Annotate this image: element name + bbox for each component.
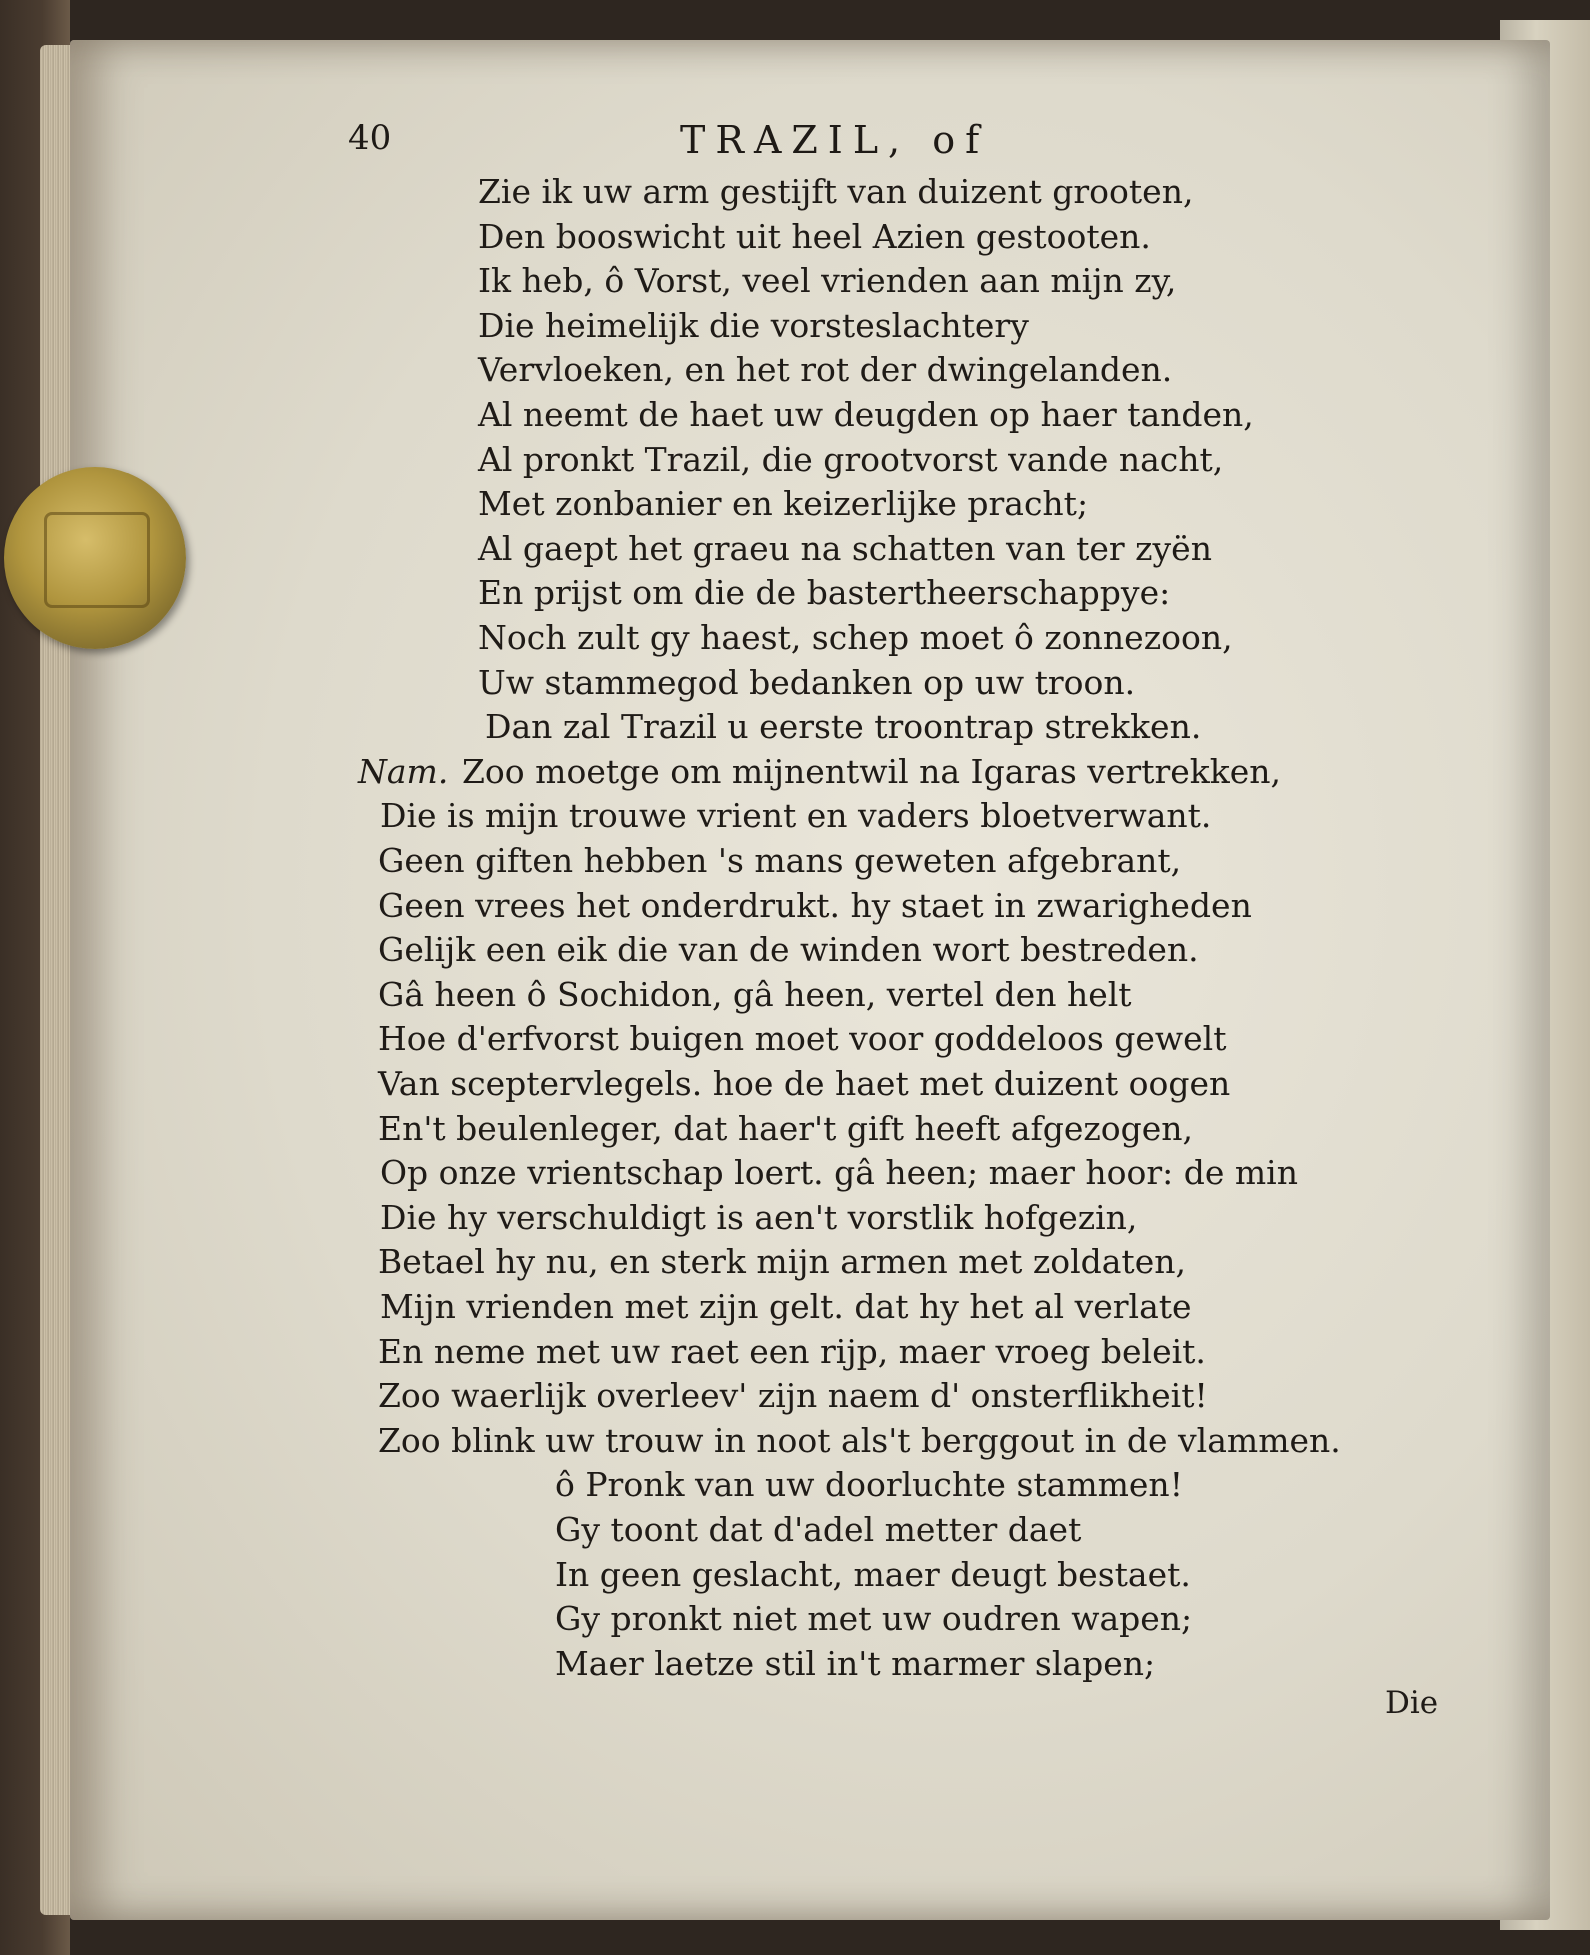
- verse-line: Die hy verschuldigt is aen't vorstlik hofgezin,: [380, 1197, 1138, 1237]
- verse-line: Uw stammegod bedanken op uw troon.: [478, 662, 1136, 702]
- verse-line: Dan zal Trazil u eerste troontrap strekken.: [485, 707, 1202, 747]
- verse-line: Zoo moetge om mijnentwil na Igaras vertrekken,: [462, 751, 1282, 791]
- verse-line: Zoo blink uw trouw in noot als't berggout in de vlammen.: [378, 1420, 1341, 1460]
- verse-line: Die is mijn trouwe vrient en vaders bloetverwant.: [380, 796, 1212, 836]
- verse-line: Vervloeken, en het rot der dwingelanden.: [478, 350, 1173, 390]
- stanza-line: In geen geslacht, maer deugt bestaet.: [555, 1554, 1191, 1594]
- verse-line: Met zonbanier en keizerlijke pracht;: [478, 484, 1089, 524]
- verse-line: Van sceptervlegels. hoe de haet met duizent oogen: [378, 1064, 1231, 1103]
- catchword: Die: [1385, 1685, 1439, 1721]
- coin-emblem: [44, 512, 150, 608]
- stanza-line: ô Pronk van uw doorluchte stammen!: [555, 1465, 1183, 1505]
- verse-line: Al pronkt Trazil, die grootvorst vande nacht,: [478, 439, 1224, 479]
- verse-line: Al neemt de haet uw deugden op haer tanden,: [478, 395, 1254, 434]
- verse-line: Hoe d'erfvorst buigen moet voor goddeloos gewelt: [378, 1019, 1227, 1059]
- verse-line: Betael hy nu, en sterk mijn armen met zoldaten,: [378, 1242, 1186, 1282]
- verse-line: Zie ik uw arm gestijft van duizent grooten,: [478, 172, 1194, 211]
- verse-line: En prijst om die de bastertheerschappye:: [478, 573, 1171, 613]
- page-number: 40: [348, 118, 392, 158]
- verse-line: Gelijk een eik die van de winden wort bestreden.: [378, 930, 1199, 970]
- coin: [4, 467, 186, 649]
- running-title: TRAZIL, of: [680, 118, 990, 162]
- verse-line: Geen giften hebben 's mans geweten afgebrant,: [378, 841, 1182, 880]
- verse-line: En't beulenleger, dat haer't gift heeft afgezogen,: [378, 1108, 1193, 1148]
- stanza-line: Gy pronkt niet met uw oudren wapen;: [555, 1599, 1193, 1639]
- verse-line: Ik heb, ô Vorst, veel vrienden aan mijn zy,: [478, 261, 1177, 301]
- verse-line: Al gaept het graeu na schatten van ter zyën: [478, 528, 1212, 568]
- verse-line: Die heimelijk die vorsteslachtery: [478, 305, 1029, 345]
- verse-line: Noch zult gy haest, schep moet ô zonnezoon,: [478, 618, 1233, 657]
- speaker-name: Nam.: [358, 751, 449, 791]
- verse-line: En neme met uw raet een rijp, maer vroeg beleit.: [378, 1331, 1206, 1371]
- verse-line: Zoo waerlijk overleev' zijn naem d' onsterflikheit!: [378, 1376, 1208, 1416]
- stanza-line: Gy toont dat d'adel metter daet: [555, 1510, 1082, 1549]
- verse-line: Mijn vrienden met zijn gelt. dat hy het al verlate: [380, 1287, 1192, 1326]
- verse-line: Geen vrees het onderdrukt. hy staet in zwarigheden: [378, 885, 1252, 925]
- verse-line: Gâ heen ô Sochidon, gâ heen, vertel den helt: [378, 974, 1132, 1014]
- verse-line: Op onze vrientschap loert. gâ heen; maer hoor: de min: [380, 1153, 1298, 1193]
- stanza-line: Maer laetze stil in't marmer slapen;: [555, 1643, 1156, 1683]
- page-header: [0, 118, 1590, 168]
- verse-line: Den booswicht uit heel Azien gestooten.: [478, 216, 1151, 256]
